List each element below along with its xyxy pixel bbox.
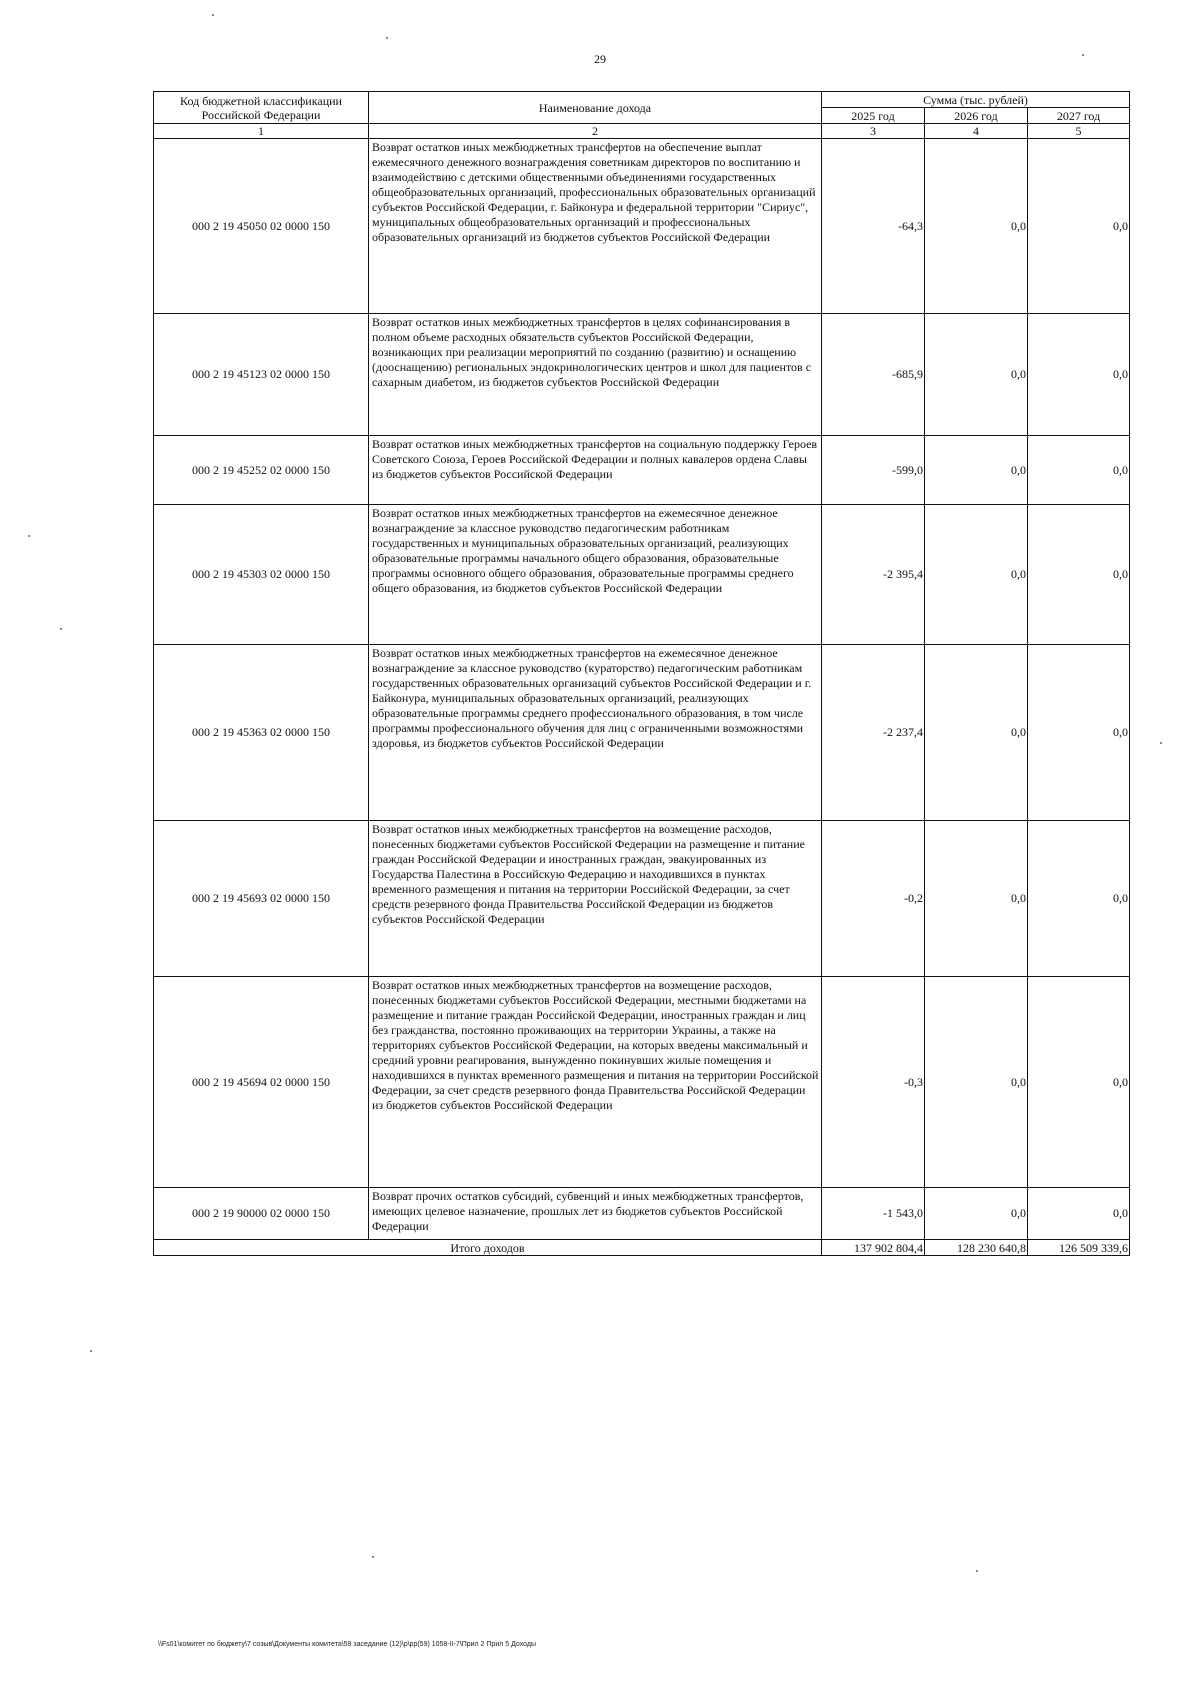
revenue-description: Возврат остатков иных межбюджетных трансфертов на возмещение расходов, понесенных бюджетами субъектов Российской Федерации, местными бюджетами на размещение и питание граждан Российской Федерации, иностранных граждан и лиц без гражданства, постоянно проживающих на территории Украины, а также на территориях субъектов Российской Федерации, на которых введены максимальный и средний уровни реагирования, вынужденно покинувших жилые помещения и находившихся в пунктах временного размещения и питания на территории Российской Федерации, за счет средств резервного фонда Правительства Российской Федерации из бюджетов субъектов Российской Федерации [369, 977, 822, 1188]
table-row [154, 821, 1130, 977]
budget-code: 000 2 19 45694 02 0000 150 [154, 977, 369, 1188]
amount-2027: 0,0 [1028, 645, 1130, 821]
table-row [154, 1188, 1130, 1240]
amount-2025: -599,0 [822, 436, 925, 505]
scan-speck [1160, 742, 1162, 744]
header-name: Наименование дохода [369, 92, 822, 124]
revenue-description: Возврат остатков иных межбюджетных трансфертов на ежемесячное денежное вознаграждение за классное руководство педагогическим работникам государственных и муниципальных образовательных организаций, реализующих образовательные программы начального общего образования, образовательные программы основного общего образования, образовательные программы среднего общего образования, из бюджетов субъектов Российской Федерации [369, 505, 822, 645]
table-row [154, 645, 1130, 821]
amount-2025: -1 543,0 [822, 1188, 925, 1240]
amount-2026: 0,0 [925, 645, 1028, 821]
amount-2026: 0,0 [925, 436, 1028, 505]
table-row [154, 314, 1130, 436]
header-year-2027: 2027 год [1028, 108, 1130, 124]
budget-code: 000 2 19 45252 02 0000 150 [154, 436, 369, 505]
col-number: 5 [1028, 124, 1130, 139]
header-year-2026: 2026 год [925, 108, 1028, 124]
amount-2026: 0,0 [925, 1188, 1028, 1240]
scan-speck [212, 14, 214, 16]
revenue-description: Возврат остатков иных межбюджетных трансфертов на возмещение расходов, понесенных бюджетами субъектов Российской Федерации на размещение и питание граждан Российской Федерации и иностранных граждан, эвакуированных из Государства Палестина в Российскую Федерацию и находившихся в пунктах временного размещения и питания на территории Российской Федерации, за счет средств резервного фонда Правительства Российской Федерации из бюджетов субъектов Российской Федерации [369, 821, 822, 977]
total-label: Итого доходов [154, 1240, 822, 1256]
total-row [154, 1240, 1130, 1256]
amount-2027: 0,0 [1028, 977, 1130, 1188]
col-number: 3 [822, 124, 925, 139]
amount-2026: 0,0 [925, 505, 1028, 645]
revenue-description: Возврат остатков иных межбюджетных трансфертов в целях софинансирования в полном объеме расходных обязательств субъектов Российской Федерации, возникающих при реализации мероприятий по созданию (развитию) и оснащению (дооснащению) региональных эндокринологических центров и школ для пациентов с сахарным диабетом, из бюджетов субъектов Российской Федерации [369, 314, 822, 436]
amount-2025: -64,3 [822, 139, 925, 314]
scan-speck [28, 535, 30, 537]
footer-file-path: \\Fs01\комитет по бюджету\7 созыв\Документы комитета\59 заседание (12)\р\рр(59) 1058-II-7\Прил 2 Прил 5 Доходы [158, 1641, 537, 1648]
amount-2025: -685,9 [822, 314, 925, 436]
amount-2027: 0,0 [1028, 821, 1130, 977]
scan-speck [90, 1350, 92, 1352]
total-2025: 137 902 804,4 [822, 1240, 925, 1256]
amount-2027: 0,0 [1028, 436, 1130, 505]
amount-2025: -2 395,4 [822, 505, 925, 645]
revenue-table [153, 91, 1130, 1256]
header-sum: Сумма (тыс. рублей) [822, 92, 1130, 108]
amount-2025: -0,3 [822, 977, 925, 1188]
budget-code: 000 2 19 90000 02 0000 150 [154, 1188, 369, 1240]
amount-2025: -2 237,4 [822, 645, 925, 821]
revenue-description: Возврат остатков иных межбюджетных трансфертов на социальную поддержку Героев Советского Союза, Героев Российской Федерации и полных кавалеров ордена Славы из бюджетов субъектов Российской Федерации [369, 436, 822, 505]
scan-speck [60, 628, 62, 630]
col-number: 2 [369, 124, 822, 139]
budget-code: 000 2 19 45123 02 0000 150 [154, 314, 369, 436]
amount-2025: -0,2 [822, 821, 925, 977]
scan-speck [386, 37, 388, 39]
budget-code: 000 2 19 45363 02 0000 150 [154, 645, 369, 821]
scan-speck [372, 1556, 374, 1558]
total-2027: 126 509 339,6 [1028, 1240, 1130, 1256]
budget-code: 000 2 19 45693 02 0000 150 [154, 821, 369, 977]
table-row [154, 436, 1130, 505]
col-number: 1 [154, 124, 369, 139]
amount-2027: 0,0 [1028, 314, 1130, 436]
table-row [154, 977, 1130, 1188]
amount-2027: 0,0 [1028, 1188, 1130, 1240]
scan-speck [1082, 54, 1084, 56]
revenue-description: Возврат остатков иных межбюджетных трансфертов на ежемесячное денежное вознаграждение за классное руководство (кураторство) педагогическим работникам государственных образовательных организаций субъектов Российской Федерации и г. Байконура, муниципальных образовательных организаций, реализующих образовательные программы среднего профессионального образования, в том числе программы профессионального обучения для лиц с ограниченными возможностями здоровья, из бюджетов субъектов Российской Федерации [369, 645, 822, 821]
header-code: Код бюджетной классификации Российской Федерации [154, 92, 369, 124]
scan-speck [976, 1570, 978, 1572]
revenue-description: Возврат остатков иных межбюджетных трансфертов на обеспечение выплат ежемесячного денежного вознаграждения советникам директоров по воспитанию и взаимодействию с детскими общественными объединениями государственных общеобразовательных организаций, профессиональных образовательных организаций субъектов Российской Федерации, г. Байконура и федеральной территории "Сириус", муниципальных общеобразовательных организаций и профессиональных образовательных организаций из бюджетов субъектов Российской Федерации [369, 139, 822, 314]
budget-code: 000 2 19 45050 02 0000 150 [154, 139, 369, 314]
amount-2027: 0,0 [1028, 139, 1130, 314]
page-number: 29 [594, 52, 606, 66]
total-2026: 128 230 640,8 [925, 1240, 1028, 1256]
amount-2027: 0,0 [1028, 505, 1130, 645]
header-year-2025: 2025 год [822, 108, 925, 124]
budget-code: 000 2 19 45303 02 0000 150 [154, 505, 369, 645]
amount-2026: 0,0 [925, 821, 1028, 977]
amount-2026: 0,0 [925, 314, 1028, 436]
amount-2026: 0,0 [925, 977, 1028, 1188]
revenue-description: Возврат прочих остатков субсидий, субвенций и иных межбюджетных трансфертов, имеющих целевое назначение, прошлых лет из бюджетов субъектов Российской Федерации [369, 1188, 822, 1240]
col-number: 4 [925, 124, 1028, 139]
table-row [154, 139, 1130, 314]
amount-2026: 0,0 [925, 139, 1028, 314]
table-row [154, 505, 1130, 645]
